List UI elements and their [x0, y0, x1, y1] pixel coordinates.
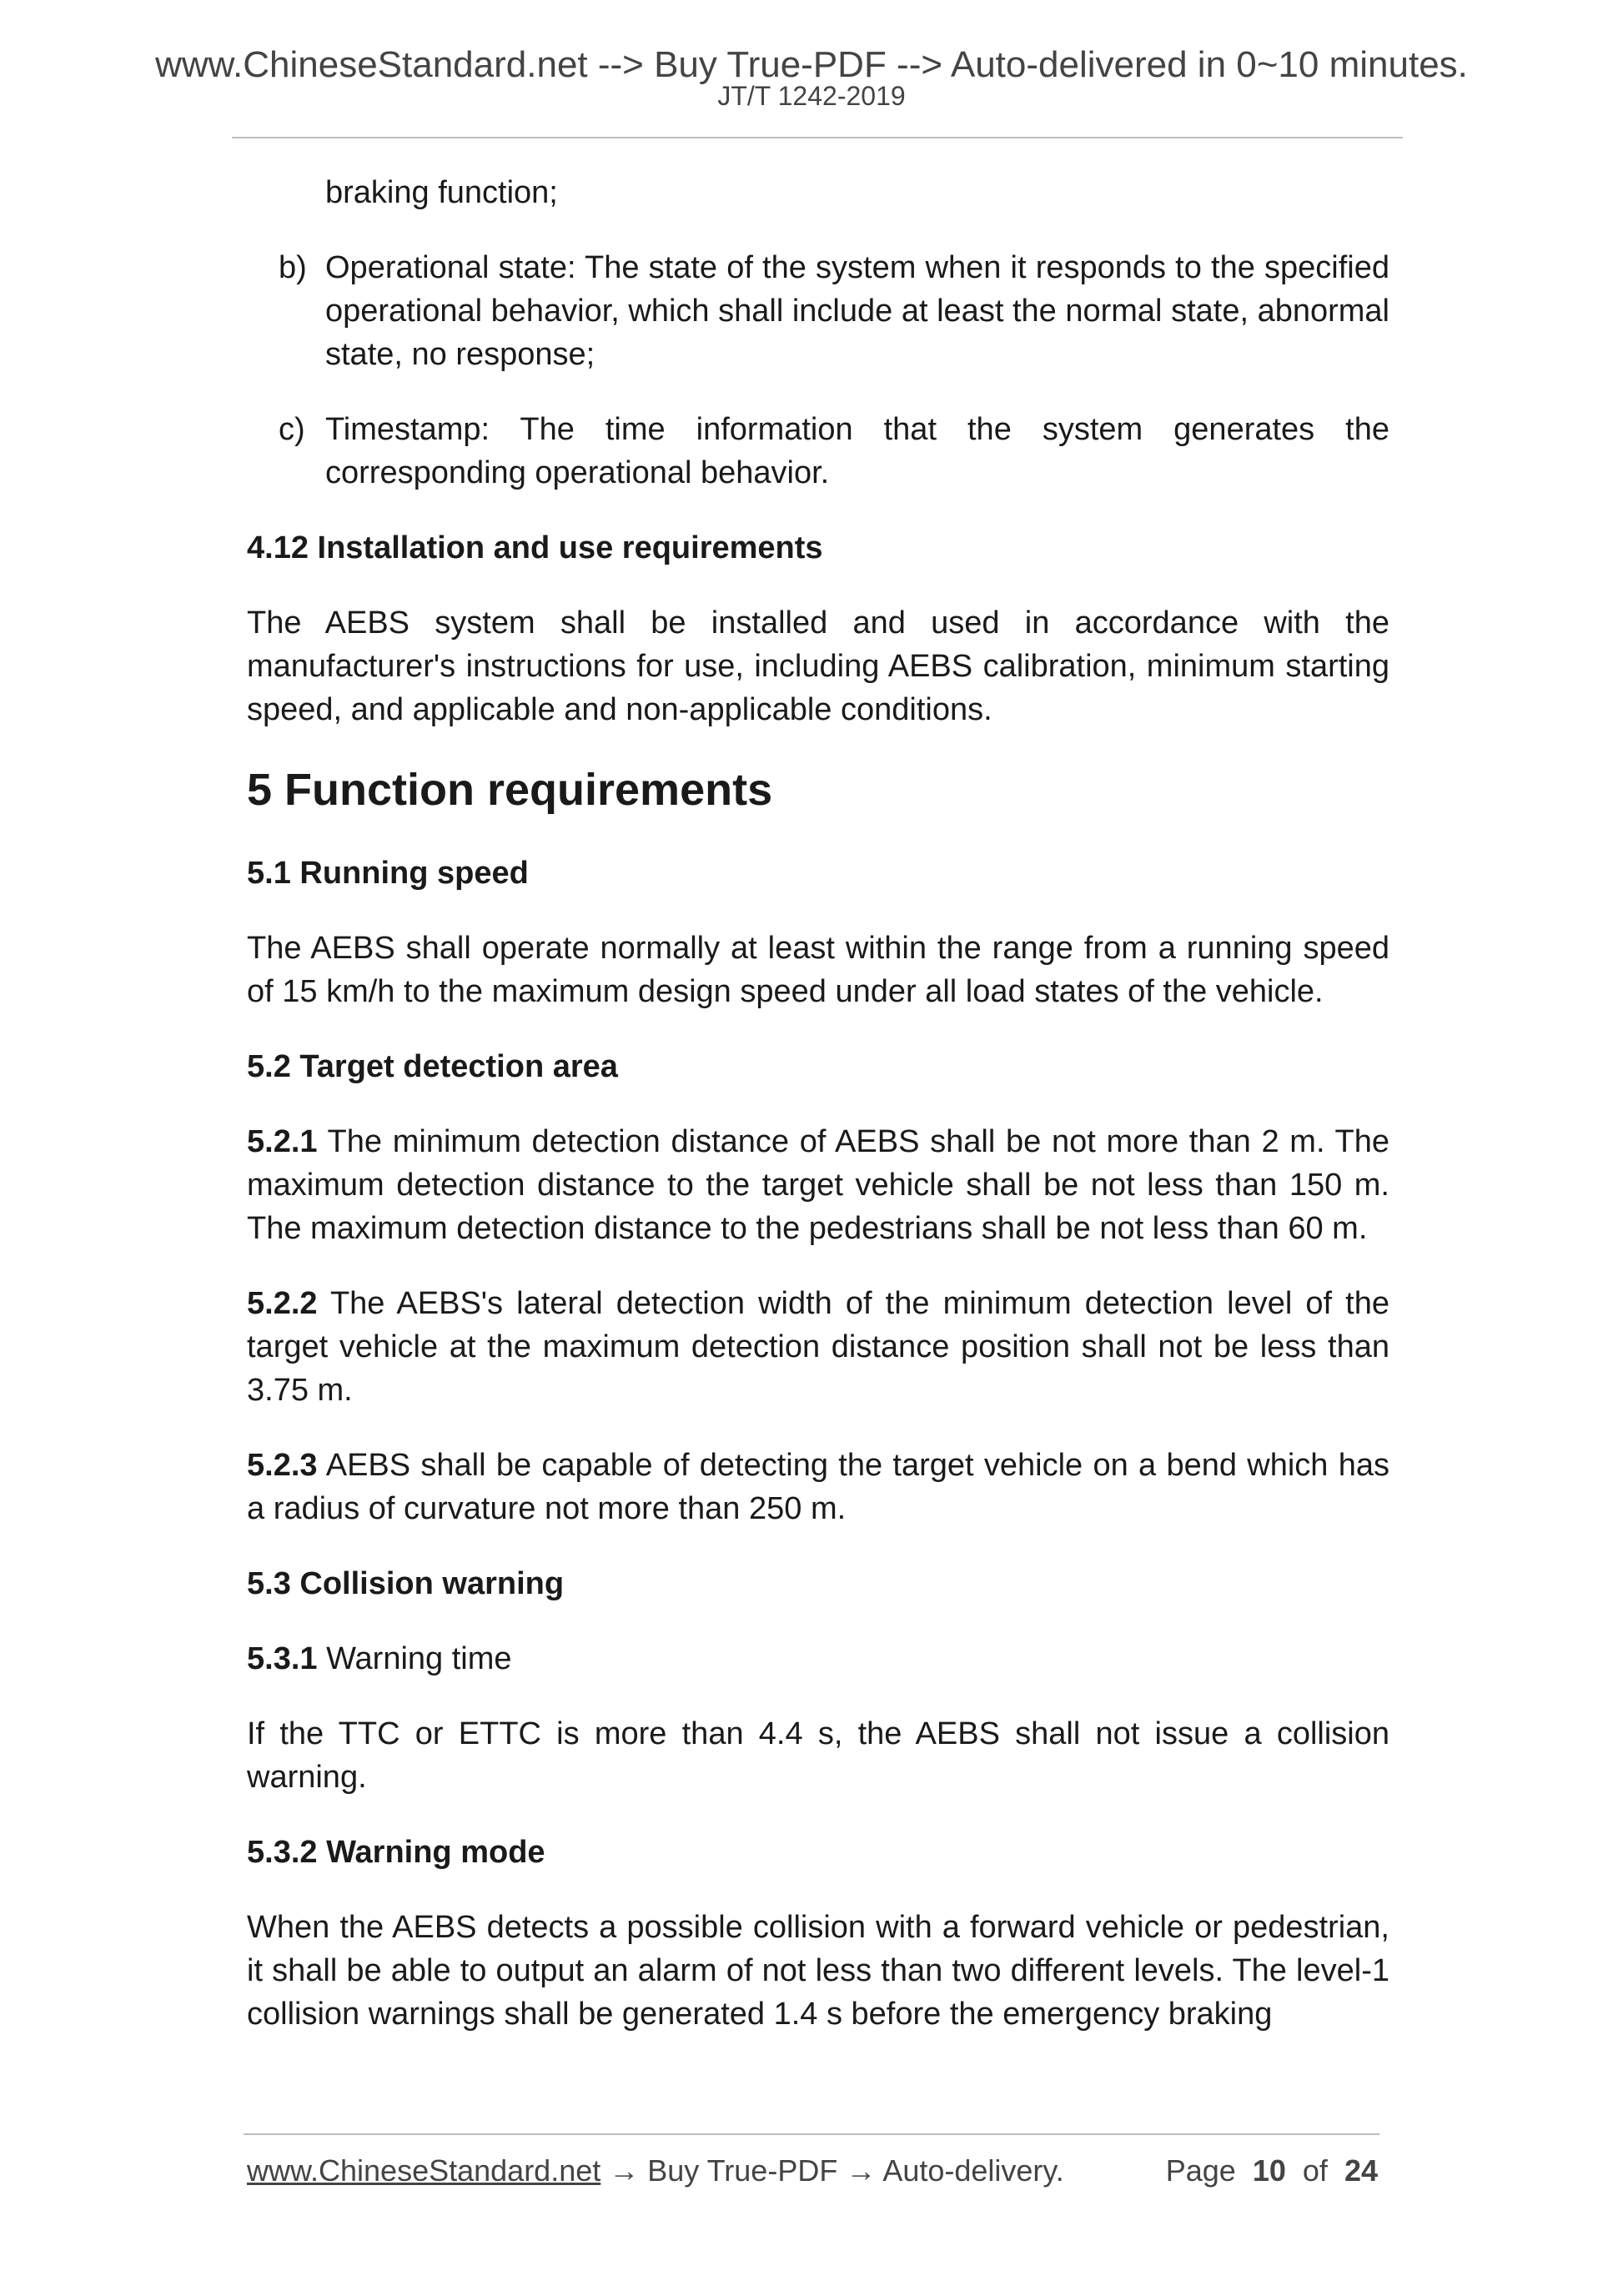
clause-number-5-2-1: 5.2.1: [247, 1124, 318, 1159]
header-banner: www.ChineseStandard.net --> Buy True-PDF --> Auto-delivered in 0~10 minutes.: [155, 44, 1468, 85]
chapter-heading-5: 5 Function requirements: [247, 765, 773, 815]
of-word: of: [1302, 2153, 1328, 2188]
paragraph-5-3-1: [247, 1637, 1389, 1681]
paragraph-5-3-2: When the AEBS detects a possible collision with a forward vehicle or pedestrian, it shall be able to output an alarm of not less than two different levels. The level-1 collision warnings shall be generated 1.4 s before the emergency braking: [247, 1910, 1389, 2032]
paragraph-5-3-1-body: If the TTC or ETTC is more than 4.4 s, the AEBS shall not issue a collision warning.: [247, 1716, 1389, 1795]
list-label-c: c): [279, 412, 305, 447]
section-heading-5-3: 5.3 Collision warning: [247, 1566, 565, 1601]
page-number: [1166, 2150, 1378, 2192]
page-word: Page: [1165, 2153, 1236, 2188]
paragraph-5-1: The AEBS shall operate normally at least within the range from a running speed of 15 km/h to the maximum design speed under all load states of the vehicle.: [247, 931, 1389, 1009]
section-heading-4-12: 4.12 Installation and use requirements: [247, 530, 823, 565]
document-body: [247, 171, 1389, 2067]
continued-text: braking function;: [325, 175, 558, 210]
list-item-b: [247, 246, 1389, 376]
footer-promo: [247, 2150, 1064, 2192]
clause-text-5-3-1: Warning time: [317, 1641, 512, 1676]
list-item-c: [247, 408, 1389, 495]
footer-divider: [244, 2133, 1379, 2135]
paragraph-5-2-1: [247, 1120, 1389, 1250]
paragraph-5-2-2: [247, 1282, 1389, 1412]
clause-number-5-2-2: 5.2.2: [247, 1286, 318, 1321]
clause-text-5-2-2: The AEBS's lateral detection width of the minimum detection level of the target vehicle at the maximum detection distance position shall not be less than 3.75 m.: [247, 1286, 1389, 1408]
total-pages: 24: [1344, 2153, 1378, 2188]
footer-site-link[interactable]: www.ChineseStandard.net: [247, 2153, 601, 2188]
section-heading-5-1: 5.1 Running speed: [247, 856, 529, 891]
clause-text-5-2-1: The minimum detection distance of AEBS shall be not more than 2 m. The maximum detection distance to the target vehicle shall be not less than 150 m. The maximum detection distance to the pedestrians shall be not less than 60 m.: [247, 1124, 1389, 1246]
paragraph-4-12: The AEBS system shall be installed and used in accordance with the manufacturer's instructions for use, including AEBS calibration, minimum starting speed, and applicable and non-applicable conditions.: [247, 605, 1389, 727]
list-label-b: b): [279, 250, 307, 285]
section-heading-5-2: 5.2 Target detection area: [247, 1049, 618, 1084]
clause-text-5-2-3: AEBS shall be capable of detecting the target vehicle on a bend which has a radius of curvature not more than 250 m.: [247, 1448, 1389, 1526]
paragraph-5-2-3: [247, 1444, 1389, 1530]
current-page: 10: [1252, 2153, 1286, 2188]
header-divider: [232, 137, 1403, 138]
clause-number-5-3-1: 5.3.1: [247, 1641, 318, 1676]
page-footer: [247, 2150, 1378, 2192]
list-text-c: Timestamp: The time information that the system generates the corresponding operational behavior.: [325, 412, 1389, 490]
list-text-b: Operational state: The state of the system when it responds to the specified operational behavior, which shall include at least the normal state, abnormal state, no response;: [325, 250, 1389, 372]
clause-number-5-2-3: 5.2.3: [247, 1448, 318, 1483]
page-header: [0, 43, 1623, 110]
section-heading-5-3-2: 5.3.2 Warning mode: [247, 1835, 545, 1870]
footer-promo-text: → Buy True-PDF → Auto-delivery.: [600, 2153, 1064, 2188]
document-code: JT/T 1242-2019: [717, 81, 906, 111]
